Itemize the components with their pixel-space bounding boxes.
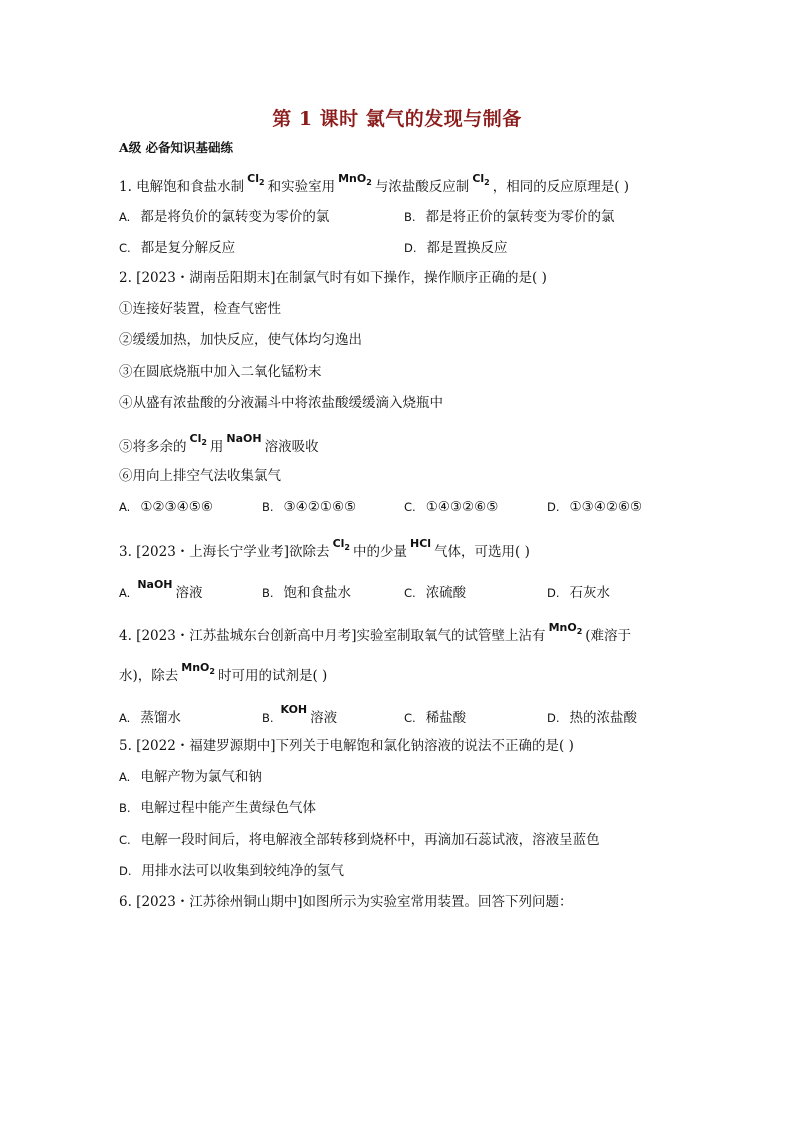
q4-option-a: A. 蒸馏水 (119, 710, 181, 726)
formula-cl2: Cl2 (332, 537, 350, 552)
q2-option-b: B. ③④②①⑥⑤ (262, 499, 357, 515)
q1-text-2: 和实验室用 (267, 179, 336, 195)
q5-option-a: A. 电解产物为氯气和钠 (119, 769, 262, 785)
q3-option-a: A.$^{NaOH}$溶液 (119, 578, 203, 601)
q1-option-b: B. 都是将正价的氯转变为零价的氯 (404, 209, 615, 225)
q2-step-1: ①连接好装置，检查气密性 (119, 301, 281, 317)
section-heading: A级 必备知识基础练 (119, 140, 234, 155)
formula-cl2: Cl2 (247, 172, 265, 187)
question-6-stem: 6. [2023・江苏徐州铜山期中]如图所示为实验室常用装置。回答下列问题： (119, 894, 573, 910)
q1-text-4: ，相同的反应原理是( ) (492, 179, 630, 195)
q1-option-c: C. 都是复分解反应 (119, 240, 236, 256)
formula-mno2: MnO2 (548, 621, 583, 636)
question-3-stem: 3. [2023・上海长宁学业考]欲除去$^{Cl_2}$ 中的少量$^{HCl}$气体，可选用( ) (119, 537, 530, 560)
q5-option-c: C. 电解一段时间后，将电解液全部转移到烧杯中，再滴加石蕊试液，溶液呈蓝色 (119, 832, 600, 848)
q2-option-d: D. ①③④②⑥⑤ (547, 499, 643, 515)
q2-step-3: ③在圆底烧瓶中加入二氧化锰粉末 (119, 364, 322, 380)
q1-text-3: 与浓盐酸反应制 (374, 179, 470, 195)
question-5-stem: 5. [2022・福建罗源期中]下列关于电解饱和氯化钠溶液的说法不正确的是( ) (119, 738, 574, 754)
question-2-stem: 2. [2023・湖南岳阳期末]在制氯气时有如下操作，操作顺序正确的是( ) (119, 270, 547, 286)
q4-option-c: C. 稀盐酸 (404, 710, 467, 726)
q5-option-d: D. 用排水法可以收集到较纯净的氢气 (119, 863, 345, 879)
q1-option-a: A. 都是将负价的氯转变为零价的氯 (119, 209, 330, 225)
formula-naoh: NaOH (226, 432, 262, 445)
q3-option-b: B. 饱和食盐水 (262, 585, 352, 601)
q4-option-d: D. 热的浓盐酸 (547, 710, 638, 726)
q2-step-4: ④从盛有浓盐酸的分液漏斗中将浓盐酸缓缓滴入烧瓶中 (119, 395, 443, 411)
page-title: 第 1 课时 氯气的发现与制备 (272, 108, 522, 130)
question-4-stem-line-1: 4. [2023・江苏盐城东台创新高中月考]实验室制取氧气的试管壁上沾有$^{MnO_2}$ (难溶于 (119, 621, 632, 644)
formula-mno2: MnO2 (338, 172, 372, 187)
q2-step-6: ⑥用向上排空气法收集氯气 (119, 468, 281, 484)
q2-option-a: A. ①②③④⑤⑥ (119, 499, 213, 515)
q5-option-b: B. 电解过程中能产生黄绿色气体 (119, 800, 317, 816)
question-1-stem (119, 172, 630, 196)
question-4-stem-line-2: 水)，除去$^{MnO_2}$ 时可用的试剂是( ) (119, 661, 328, 684)
q1-text-1: 1. 电解饱和食盐水制 (119, 179, 245, 195)
q3-option-c: C. 浓硫酸 (404, 585, 467, 601)
formula-cl2: Cl2 (472, 172, 490, 187)
q4-option-b: B.$^{KOH}$溶液 (262, 703, 338, 726)
q2-step-5: ⑤将多余的$^{Cl_2}$ 用$^{NaOH}$溶液吸收 (119, 432, 319, 455)
q1-option-d: D. 都是置换反应 (404, 240, 508, 256)
formula-hcl: HCl (409, 537, 432, 550)
formula-naoh: NaOH (137, 578, 173, 591)
formula-cl2: Cl2 (189, 432, 207, 447)
q3-option-d: D. 石灰水 (547, 585, 611, 601)
q2-option-c: C. ①④③②⑥⑤ (404, 499, 499, 515)
formula-koh: KOH (280, 703, 308, 716)
formula-mno2: MnO2 (181, 661, 215, 676)
q2-step-2: ②缓缓加热，加快反应，使气体均匀逸出 (119, 332, 362, 348)
